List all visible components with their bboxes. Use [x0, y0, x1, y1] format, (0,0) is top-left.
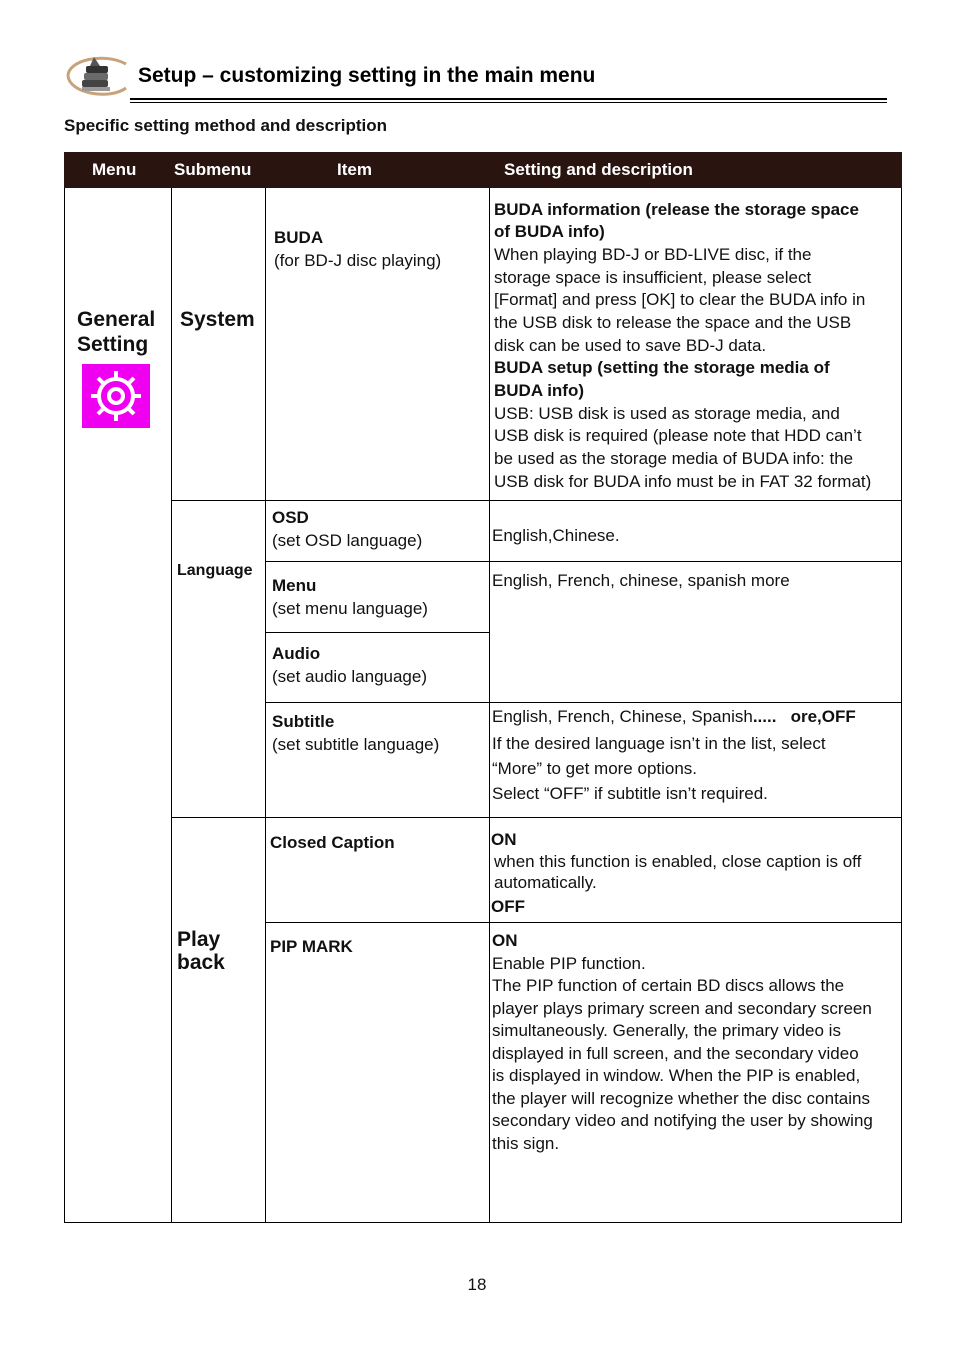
osd-setting: English,Chinese.: [492, 526, 620, 545]
page-title: Setup – customizing setting in the main menu: [138, 64, 596, 87]
menu-setting: English, French, chinese, spanish more: [492, 571, 790, 590]
item-closed-caption: Closed Caption: [270, 833, 395, 852]
menu-general-line1: General: [77, 308, 156, 331]
subtitle-desc-line: If the desired language isn’t in the list, select: [492, 734, 826, 753]
buda-info-title-1: BUDA information (release the storage space: [494, 200, 859, 219]
subtitle-setting-options: [492, 706, 856, 729]
title-rule-thin: [130, 102, 887, 103]
item-audio-sub: (set audio language): [272, 667, 428, 686]
buda-setup-title-1: BUDA setup (setting the storage media of: [494, 358, 830, 377]
item-osd-sub: (set OSD language): [272, 531, 423, 550]
buda-info-line: the USB disk to release the space and the USB: [494, 313, 852, 332]
pip-line: is displayed in window. When the PIP is enabled,: [492, 1066, 861, 1085]
submenu-language: Language: [177, 562, 253, 579]
subtitle-options-text: English, French, Chinese, Spanish: [492, 707, 753, 726]
item-audio-title: Audio: [272, 644, 321, 663]
submenu-playback-line2: back: [177, 951, 225, 974]
submenu-playback-line1: Play: [177, 928, 221, 951]
item-subtitle-title: Subtitle: [272, 712, 335, 731]
buda-info-line: disk can be used to save BD-J data.: [494, 336, 767, 355]
pip-line: Enable PIP function.: [492, 954, 646, 973]
item-buda-sub: (for BD-J disc playing): [274, 251, 442, 270]
buda-setup-line: be used as the storage media of BUDA info: the: [494, 449, 854, 468]
page-number: 18: [467, 1275, 487, 1294]
buda-setup-line: USB: USB disk is used as storage media, and: [494, 404, 840, 423]
pip-line: player plays primary screen and secondary screen: [492, 999, 872, 1018]
closed-caption-line: when this function is enabled, close caption is off: [494, 852, 862, 871]
header-menu: Menu: [92, 160, 137, 179]
subtitle-options-bold: ..... ore,OFF: [752, 707, 856, 726]
pip-line: this sign.: [492, 1134, 560, 1153]
subtitle-desc-line: “More” to get more options.: [492, 759, 698, 778]
header-setting: Setting and description: [504, 160, 693, 179]
item-menu-title: Menu: [272, 576, 317, 595]
closed-caption-line: automatically.: [494, 873, 597, 892]
books-icon: [64, 54, 130, 98]
buda-setup-line: USB disk is required (please note that HDD can’t: [494, 426, 862, 445]
pip-line: secondary video and notifying the user by showing: [492, 1111, 873, 1130]
item-pip-mark: PIP MARK: [270, 937, 353, 956]
buda-info-line: When playing BD-J or BD-LIVE disc, if the: [494, 245, 812, 264]
buda-info-line: [Format] and press [OK] to clear the BUDA info in: [494, 290, 866, 309]
item-menu-sub: (set menu language): [272, 599, 428, 618]
header-item: Item: [337, 160, 372, 179]
buda-setup-line: USB disk for BUDA info must be in FAT 32 format): [494, 472, 872, 491]
closed-caption-on: ON: [491, 830, 517, 849]
buda-info-title-2: of BUDA info): [494, 222, 605, 241]
pip-line: displayed in full screen, and the secondary video: [492, 1044, 859, 1063]
pip-on: ON: [492, 931, 518, 950]
menu-general-line2: Setting: [77, 333, 149, 356]
closed-caption-off: OFF: [491, 897, 525, 916]
subtitle-desc-line: Select “OFF” if subtitle isn’t required.: [492, 784, 768, 803]
buda-info-line: storage space is insufficient, please select: [494, 268, 812, 287]
submenu-system: System: [180, 308, 255, 331]
title-rule: [130, 98, 887, 100]
table-header: [64, 152, 902, 188]
gear-icon: [82, 364, 150, 428]
item-osd-title: OSD: [272, 508, 309, 527]
buda-setup-title-2: BUDA info): [494, 381, 585, 400]
item-subtitle-sub: (set subtitle language): [272, 735, 440, 754]
pip-line: the player will recognize whether the disc contains: [492, 1089, 870, 1108]
pip-line: The PIP function of certain BD discs allows the: [492, 976, 845, 995]
header-submenu: Submenu: [174, 160, 252, 179]
section-subtitle: Specific setting method and description: [64, 116, 388, 135]
item-buda-title: BUDA: [274, 228, 324, 247]
pip-line: simultaneously. Generally, the primary video is: [492, 1021, 841, 1040]
